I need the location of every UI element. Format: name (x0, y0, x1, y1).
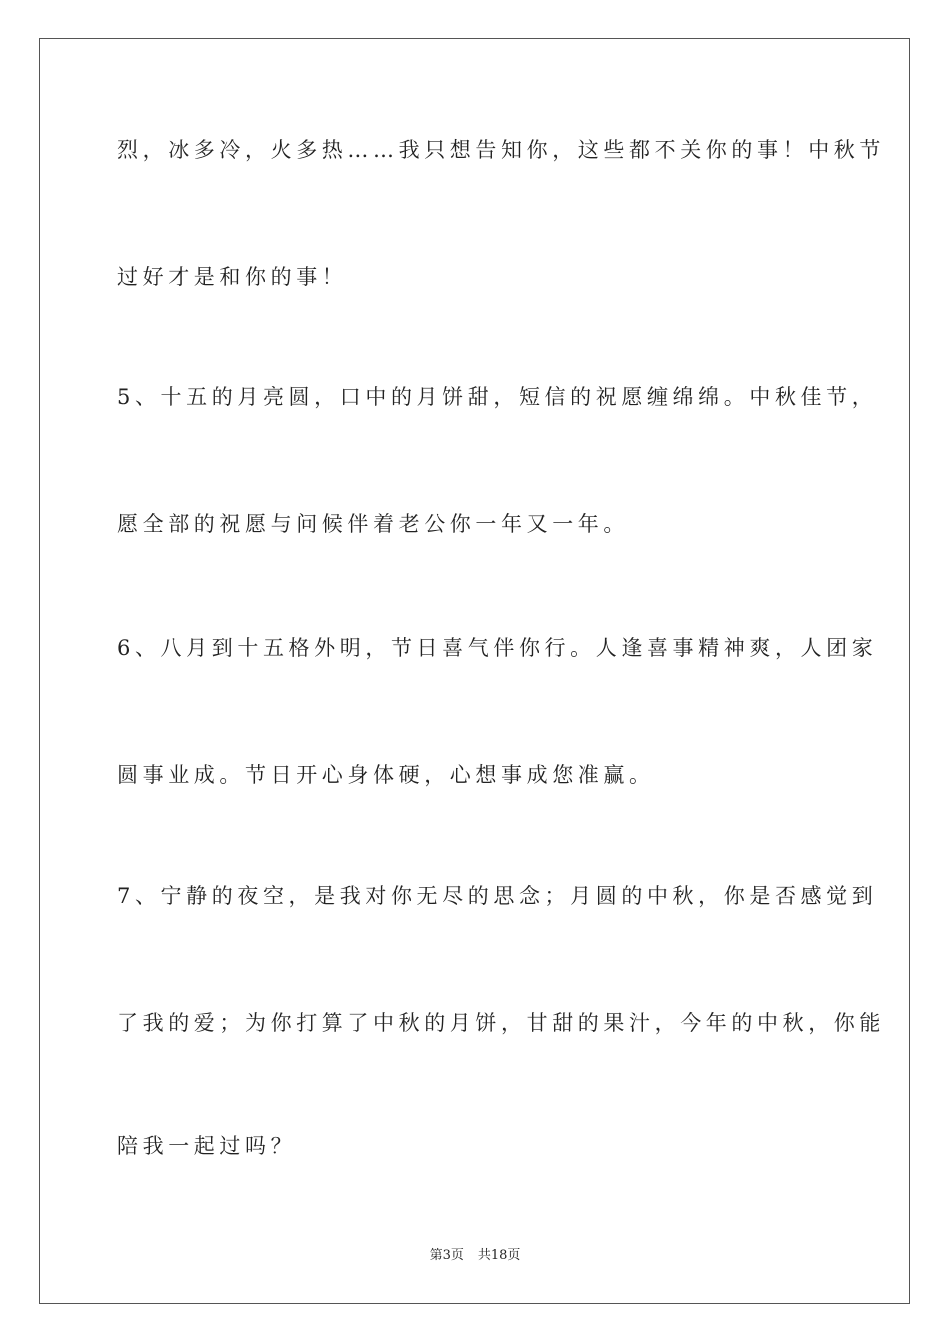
text-line-7: 7、宁静的夜空，是我对你无尽的思念；月圆的中秋，你是否感觉到 (117, 884, 878, 908)
text-line-9: 陪我一起过吗？ (117, 1134, 297, 1158)
page-number: 第3页 (429, 1248, 464, 1263)
page-total: 共18页 (477, 1248, 521, 1263)
text-line-1: 烈，冰多冷，火多热……我只想告知你，这些都不关你的事！中秋节 (117, 138, 885, 162)
text-line-6: 圆事业成。节日开心身体硬，心想事成您准赢。 (117, 763, 655, 787)
page-frame (39, 38, 910, 1304)
text-line-5: 6、八月到十五格外明，节日喜气伴你行。人逢喜事精神爽，人团家 (117, 636, 878, 660)
text-line-4: 愿全部的祝愿与问候伴着老公你一年又一年。 (117, 512, 629, 536)
text-line-2: 过好才是和你的事！ (117, 265, 348, 289)
page-footer (0, 1247, 950, 1265)
text-line-3: 5、十五的月亮圆，口中的月饼甜，短信的祝愿缠绵绵。中秋佳节， (117, 385, 878, 409)
text-line-8: 了我的爱；为你打算了中秋的月饼，甘甜的果汁，今年的中秋，你能 (117, 1011, 885, 1035)
